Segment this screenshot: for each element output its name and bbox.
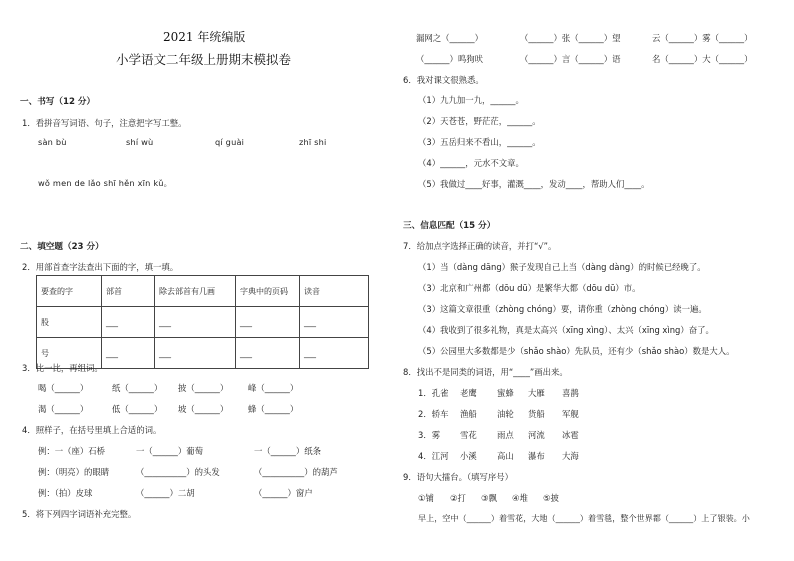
radical-lookup-table — [36, 275, 369, 369]
word-item: 喜鹊 — [562, 388, 579, 398]
choice-item: ②打 — [450, 493, 466, 503]
question-8: 8．找出不是同类的词语，用“____”画出来。 — [403, 367, 568, 377]
example-item: （______）窗户 — [254, 488, 313, 498]
page-title-line2: 小学语文二年级上册期末模拟卷 — [116, 52, 292, 67]
choice-item: ⑤披 — [543, 493, 559, 503]
word-item: 大海 — [562, 451, 579, 461]
choice-item: ④堆 — [512, 493, 528, 503]
word-item: 雨点 — [497, 430, 514, 440]
word-item: 冰雹 — [562, 430, 579, 440]
section-heading-matching: 三、信息匹配（15 分） — [403, 221, 496, 231]
table-cell: ___ — [300, 338, 369, 369]
idiom-item: （______）张（______）望 — [520, 33, 621, 43]
idiom-item: （______）鸣狗吠 — [416, 54, 483, 64]
question-9: 9．语句大擂台。（填写序号） — [403, 472, 514, 482]
question-6: 6．我对课文很熟悉。 — [403, 75, 484, 85]
word-item: 雪花 — [460, 430, 477, 440]
compare-item: 披（______） — [178, 383, 229, 393]
example-item: 例：（拍）皮球 — [38, 488, 93, 498]
table-cell: ___ — [236, 307, 300, 338]
page-title-line1: 2021 年统编版 — [163, 30, 246, 44]
compare-item: 蜂（______） — [248, 404, 299, 414]
section-heading-writing: 一、书写（12 分） — [20, 97, 96, 107]
word-item: 老鹰 — [460, 388, 477, 398]
table-cell: 号 — [37, 338, 102, 369]
word-item: 河流 — [528, 430, 545, 440]
table-cell: ___ — [155, 338, 236, 369]
idiom-item: （______）言（______）语 — [520, 54, 621, 64]
question-5: 5．将下列四字词语补充完整。 — [22, 509, 137, 519]
table-cell: 股 — [37, 307, 102, 338]
fill-item: （3）五岳归来不看山，______。 — [418, 137, 541, 147]
table-header: 除去部首有几画 — [155, 276, 236, 307]
fill-item: （4）______，元水不文章。 — [418, 158, 524, 168]
word-item: 瀑布 — [528, 451, 545, 461]
compare-item: 低（______） — [112, 404, 163, 414]
table-header: 字典中的页码 — [236, 276, 300, 307]
table-row — [37, 276, 369, 307]
word-item: 3．雾 — [418, 430, 441, 440]
idiom-item: 漏网之（______） — [416, 33, 483, 43]
table-header: 部首 — [102, 276, 155, 307]
example-item: 例：一（座）石桥 — [38, 446, 105, 456]
question-2: 2．用部首查字法查出下面的字，填一填。 — [22, 262, 179, 272]
word-item: 小溪 — [460, 451, 477, 461]
section-heading-fill: 二、填空题（23 分） — [20, 242, 104, 252]
choice-item: ①铺 — [418, 493, 434, 503]
table-row — [37, 307, 369, 338]
compare-item: 峰（______） — [248, 383, 299, 393]
compare-item: 渴（______） — [38, 404, 89, 414]
pronunciation-item: （3）这篇文章很重（zhòng chóng）要，请你重（zhòng chóng）读一遍。 — [418, 304, 707, 314]
table-cell: ___ — [155, 307, 236, 338]
example-item: 一（______）葡萄 — [136, 446, 203, 456]
example-item: 一（______）纸条 — [254, 446, 321, 456]
table-cell: ___ — [102, 307, 155, 338]
fill-item: （5）我做过____好事，灌溉____，发动____，帮助人们____。 — [418, 179, 650, 189]
word-item: 大雁 — [528, 388, 545, 398]
pinyin-sentence: wǒ men de lǎo shī hěn xīn kǔ。 — [38, 178, 173, 188]
fill-item: （1）九九加一九，______。 — [418, 95, 524, 105]
pronunciation-item: （5）公园里大多数都是少（shǎo shào）先队员，还有少（shǎo shào）数是大人。 — [418, 346, 735, 356]
word-item: 军舰 — [562, 409, 579, 419]
table-header: 读音 — [300, 276, 369, 307]
question-1: 1．看拼音写词语、句子，注意把字写工整。 — [22, 118, 187, 128]
word-item: 蜜蜂 — [497, 388, 514, 398]
table-header: 要查的字 — [37, 276, 102, 307]
question-7: 7．给加点字选择正确的读音，并打“√”。 — [403, 241, 557, 251]
word-item: 2．轿车 — [418, 409, 449, 419]
pronunciation-item: （1）当（dàng dāng）猴子发现自己上当（dàng dàng）的时候已经晚了。 — [418, 262, 706, 272]
compare-item: 坡（______） — [178, 404, 229, 414]
example-item: 例：（明亮）的眼睛 — [38, 467, 110, 477]
word-item: 高山 — [497, 451, 514, 461]
word-item: 4．江河 — [418, 451, 449, 461]
pronunciation-item: （3）北京和广州都（dōu dū）是繁华大都（dōu dū）市。 — [418, 283, 641, 293]
word-item: 渔船 — [460, 409, 477, 419]
example-item: （__________）的头发 — [136, 467, 220, 477]
table-cell: ___ — [236, 338, 300, 369]
table-cell: ___ — [102, 338, 155, 369]
compare-item: 喝（______） — [38, 383, 89, 393]
idiom-item: 云（______）雾（______） — [652, 33, 753, 43]
idiom-item: 名（______）大（______） — [652, 54, 753, 64]
example-item: （______）二胡 — [136, 488, 195, 498]
example-item: （__________）的葫芦 — [254, 467, 338, 477]
pinyin-4: zhī shi — [299, 137, 327, 147]
question-4: 4．照样子，在括号里填上合适的词。 — [22, 425, 162, 435]
word-item: 货船 — [528, 409, 545, 419]
pronunciation-item: （4）我收到了很多礼物，真是太高兴（xīng xìng）、太兴（xīng xìng）奋了。 — [418, 325, 714, 335]
pinyin-1: sàn bù — [38, 137, 67, 147]
pinyin-3: qí guài — [215, 137, 245, 147]
word-item: 1．孔雀 — [418, 388, 449, 398]
choice-item: ③飘 — [481, 493, 497, 503]
table-cell: ___ — [300, 307, 369, 338]
compare-item: 纸（______） — [112, 383, 163, 393]
question-9-text: 早上，空中（______）着雪花，大地（______）着雪毯，整个世界都（______）上了银装。小 — [418, 513, 750, 523]
pinyin-2: shí wù — [126, 137, 154, 147]
question-3: 3．比一比，再组词。 — [22, 363, 103, 373]
word-item: 油轮 — [497, 409, 514, 419]
fill-item: （2）天苍苍，野茫茫，______。 — [418, 116, 541, 126]
